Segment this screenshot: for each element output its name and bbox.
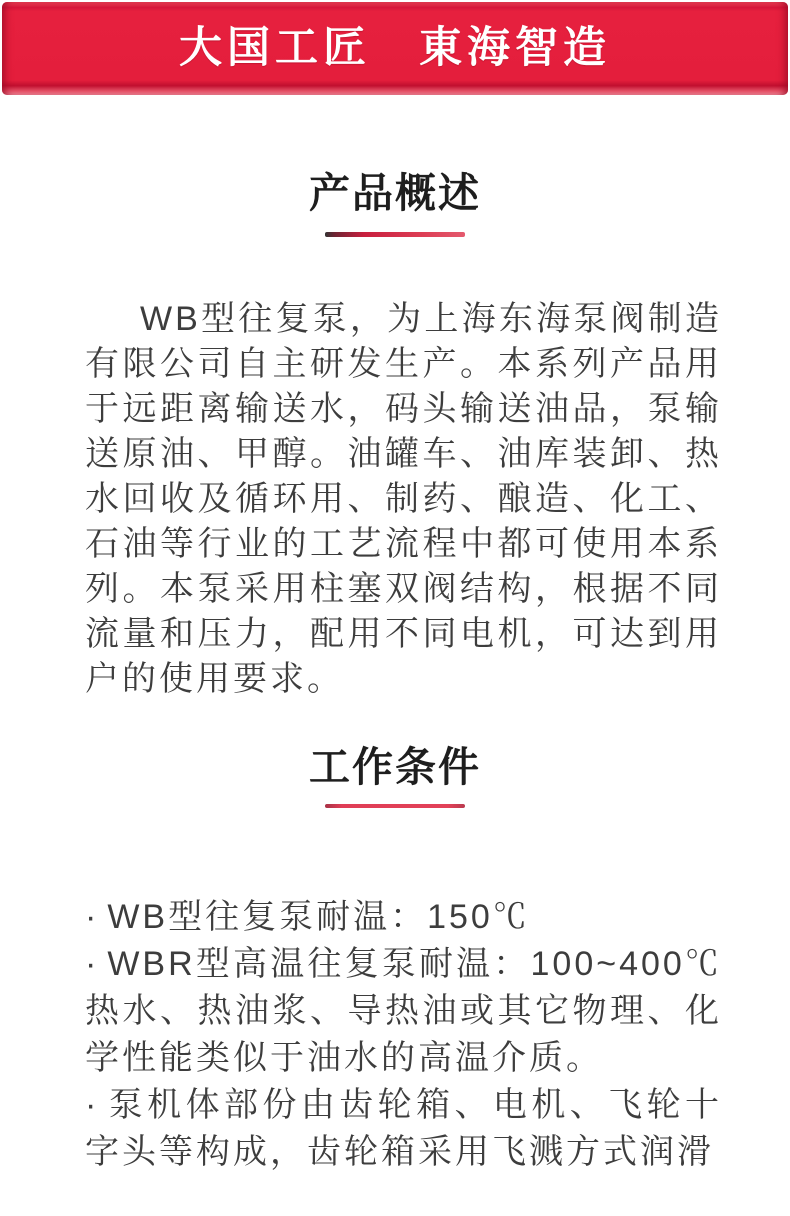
overview-section-title: 产品概述 (309, 170, 481, 216)
section-product-overview (0, 170, 790, 702)
bullet-text: 泵机体部份由齿轮箱、电机、飞轮十字头等构成，齿轮箱采用飞溅方式润滑 (85, 1086, 722, 1171)
conditions-bullet-list (0, 894, 790, 1176)
bullet-dot-icon: · (85, 1086, 100, 1124)
bullet-dot-icon: · (85, 898, 100, 936)
overview-paragraph: WB型往复泵，为上海东海泵阀制造有限公司自主研发生产。本系列产品用于远距离输送水，码头输送油品，泵输送原油、甲醇。油罐车、油库装卸、热水回收及循环用、制药、酿造、化工、石油等行业的工艺流程中都可使用本系列。本泵采用柱塞双阀结构，根据不同流量和压力，配用不同电机，可达到用户的使用要求。 (85, 300, 722, 698)
top-banner (2, 2, 788, 95)
bullet-item (85, 941, 722, 1082)
bullet-text: WB型往复泵耐温：150℃ (107, 898, 530, 936)
conditions-section-title: 工作条件 (309, 744, 481, 790)
section-working-conditions (0, 744, 790, 1176)
bullet-text: WBR型高温往复泵耐温：100~400℃热水、热油浆、导热油或其它物理、化学性能类似于油水的高温介质。 (85, 945, 722, 1077)
bullet-dot-icon: · (85, 945, 100, 983)
bullet-item (85, 1082, 722, 1176)
bullet-item (85, 894, 722, 941)
banner-slogan: 大国工匠 東海智造 (179, 24, 611, 72)
conditions-title-underline (325, 804, 465, 808)
overview-title-underline (325, 232, 465, 237)
